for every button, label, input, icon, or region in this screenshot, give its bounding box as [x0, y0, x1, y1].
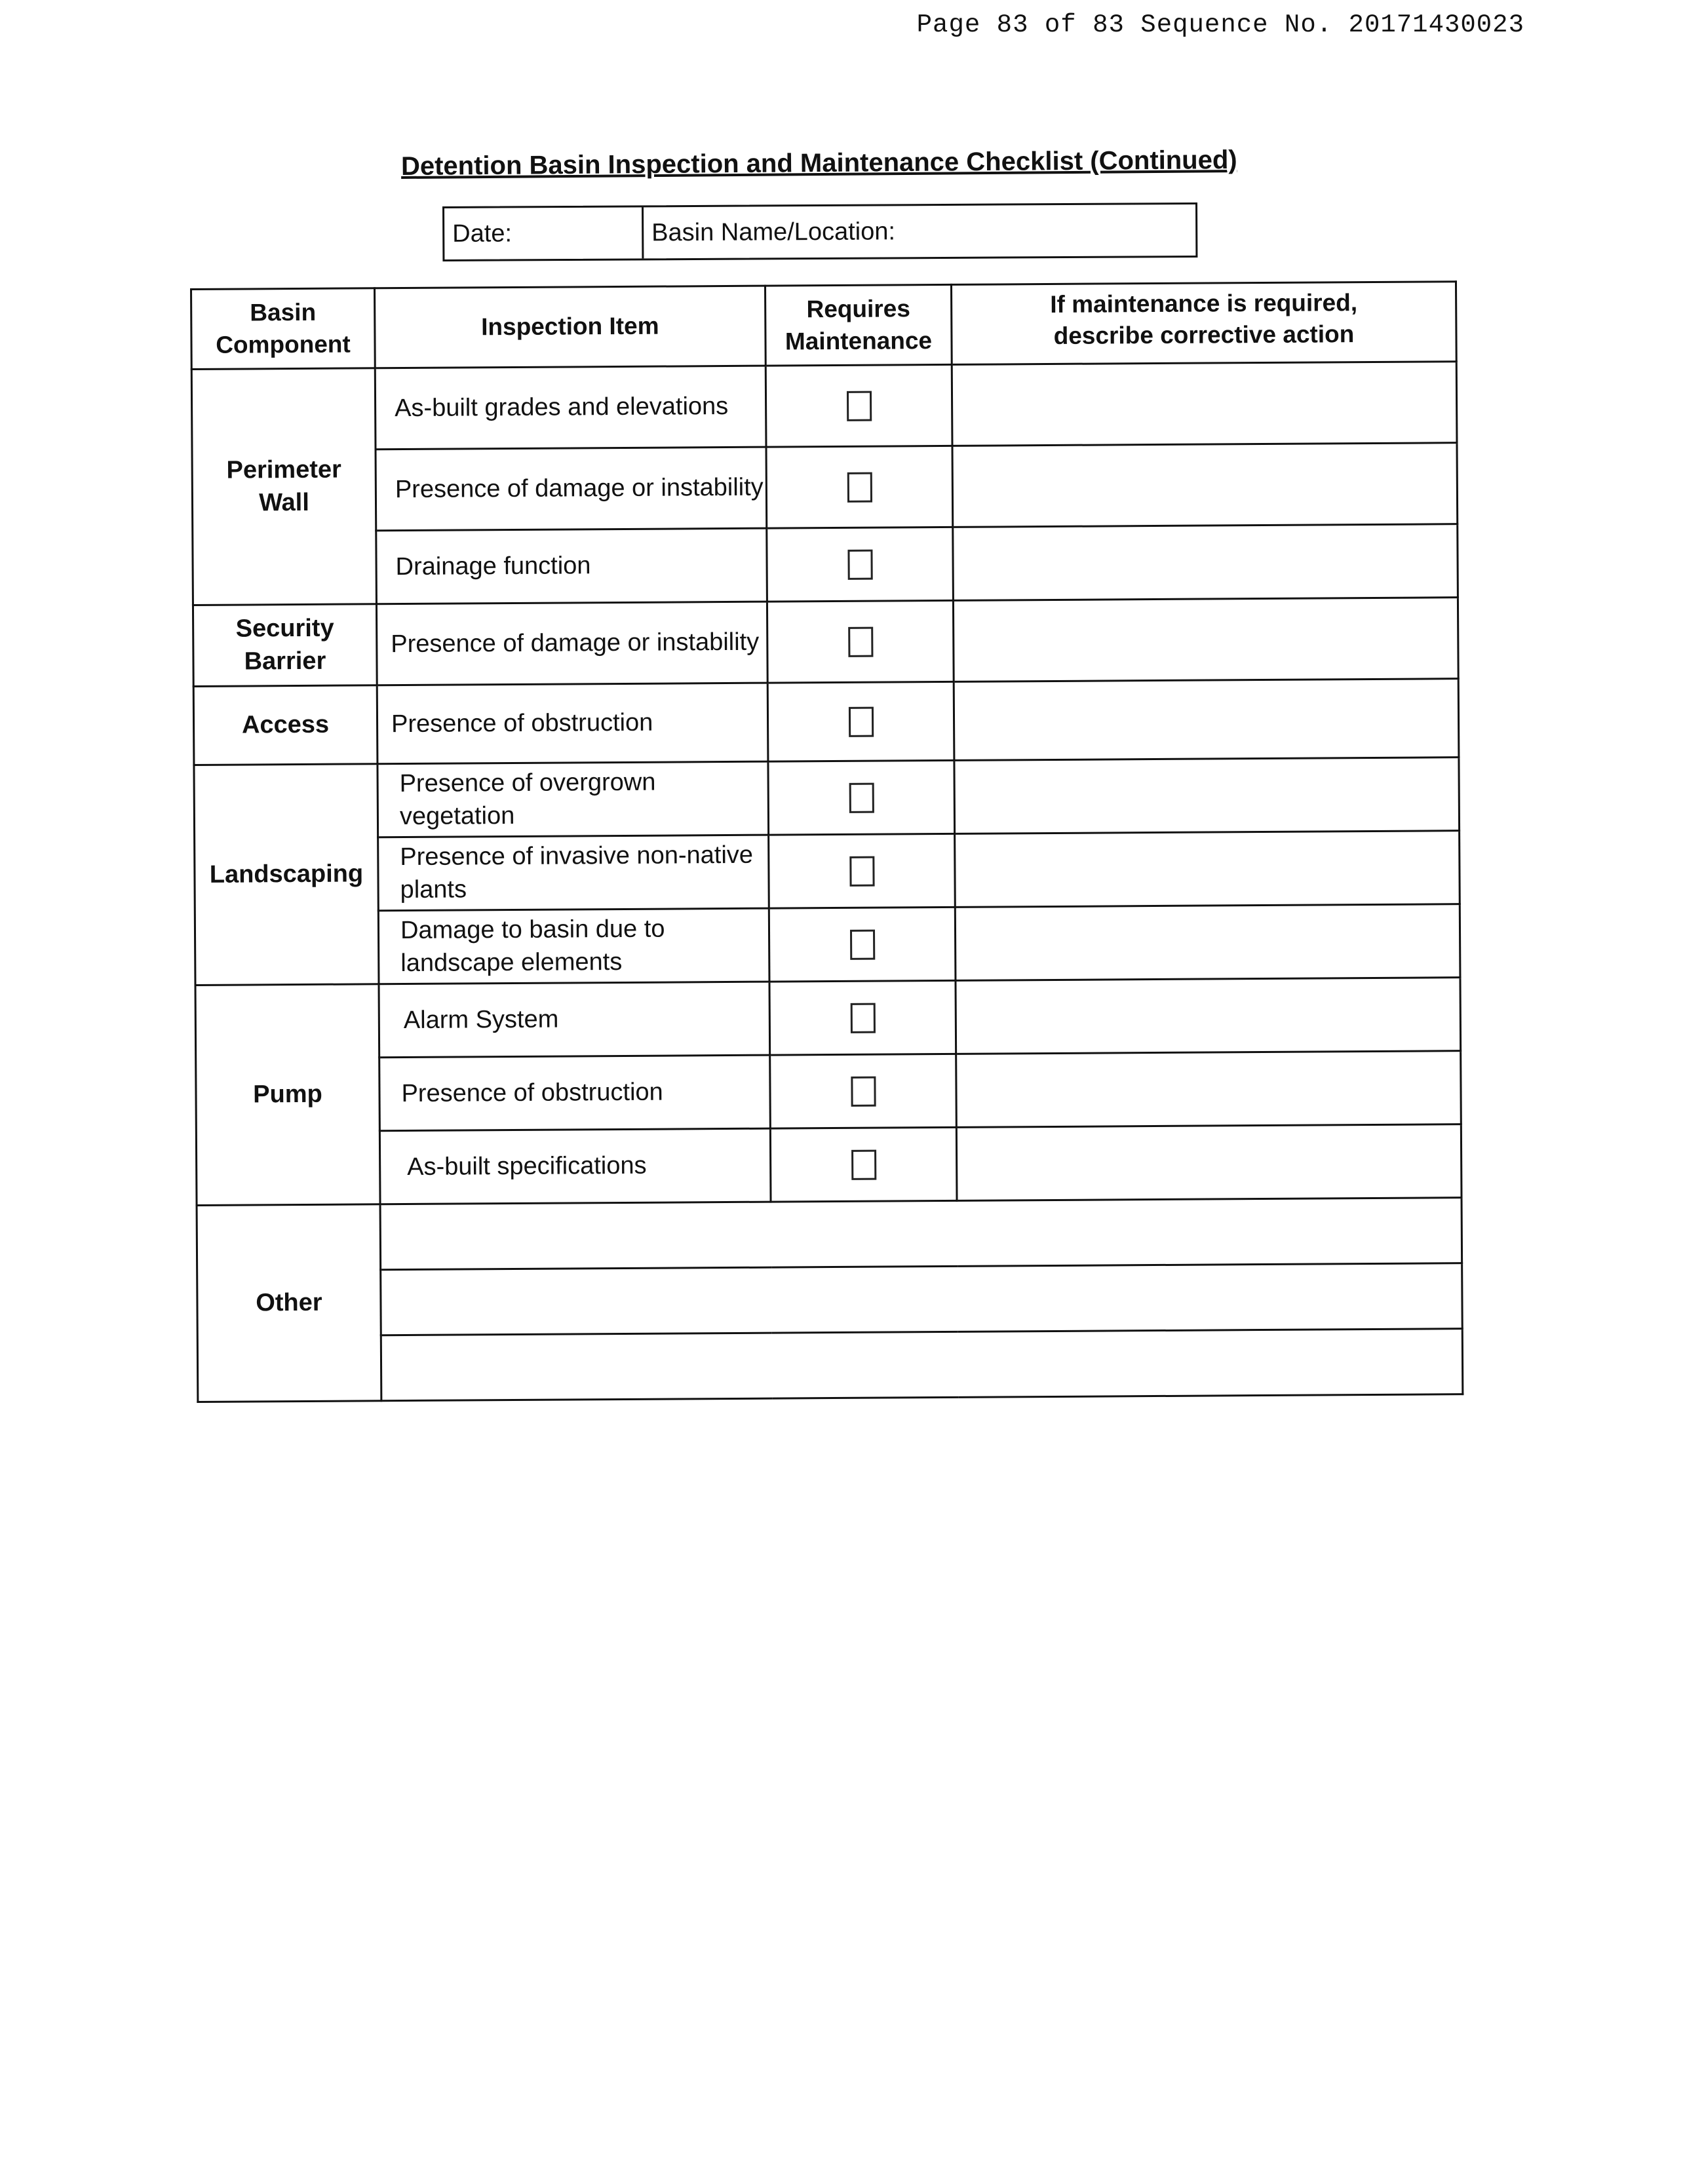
table-row: [195, 904, 1460, 986]
maintenance-checkbox-cell: [767, 527, 954, 602]
maintenance-checkbox-cell: [769, 980, 956, 1055]
corrective-action-field[interactable]: [955, 831, 1460, 908]
inspection-item: Presence of damage or instability: [376, 447, 767, 531]
table-row: [193, 524, 1458, 605]
inspection-checklist-table: [190, 280, 1463, 1403]
maintenance-checkbox-cell: [765, 364, 952, 447]
inspection-item: Presence of obstruction: [377, 683, 768, 764]
corrective-action-field[interactable]: [953, 598, 1458, 682]
checkbox[interactable]: [847, 549, 872, 579]
component-security-barrier: Security Barrier: [193, 604, 377, 687]
corrective-action-field[interactable]: [954, 679, 1459, 761]
table-row: [192, 443, 1458, 532]
basin-location-label: Basin Name/Location:: [651, 217, 896, 246]
maintenance-checkbox-cell: [770, 1127, 957, 1202]
maintenance-checkbox-cell: [767, 681, 954, 761]
corrective-action-field[interactable]: [954, 757, 1460, 834]
component-pump: Pump: [195, 984, 380, 1206]
page-sequence-header: Page 83 of 83 Sequence No. 20171430023: [916, 10, 1524, 39]
maintenance-checkbox-cell: [767, 600, 954, 683]
corrective-action-field[interactable]: [956, 1124, 1462, 1201]
date-field[interactable]: [444, 207, 644, 259]
corrective-action-field[interactable]: [956, 978, 1461, 1054]
header-basin-component: Basin Component: [191, 288, 376, 370]
checkbox[interactable]: [850, 1003, 875, 1033]
table-row: [197, 1329, 1463, 1402]
table-row: [194, 757, 1460, 839]
other-blank-line[interactable]: [381, 1329, 1463, 1401]
checkbox[interactable]: [849, 782, 874, 813]
date-label: Date:: [452, 219, 513, 248]
maintenance-checkbox-cell: [769, 907, 956, 982]
inspection-item: As-built specifications: [379, 1128, 771, 1204]
table-row: [196, 1124, 1462, 1206]
inspection-item: Damage to basin due to landscape elements: [378, 908, 769, 984]
checkbox[interactable]: [848, 626, 873, 657]
table-row: [193, 598, 1458, 687]
checkbox[interactable]: [851, 1076, 876, 1106]
inspection-item: Presence of invasive non-native plants: [378, 835, 769, 911]
checklist-title: Detention Basin Inspection and Maintenance Checklist (Continued): [400, 145, 1237, 181]
table-row: [197, 1198, 1462, 1271]
inspection-item: Drainage function: [376, 528, 767, 604]
checklist-table-wrapper: [190, 280, 1462, 1403]
header-corrective-action: If maintenance is required, describe corrective action: [951, 282, 1456, 365]
component-access: Access: [193, 685, 378, 765]
corrective-action-field[interactable]: [952, 443, 1458, 527]
maintenance-checkbox-cell: [770, 1054, 957, 1128]
table-row: [196, 1051, 1462, 1132]
checkbox[interactable]: [848, 706, 873, 737]
inspection-item: As-built grades and elevations: [375, 366, 766, 450]
table-row: [195, 831, 1460, 912]
checkbox[interactable]: [849, 929, 874, 959]
checkbox[interactable]: [846, 391, 871, 421]
date-location-box: [442, 202, 1197, 261]
component-other: Other: [197, 1204, 381, 1402]
corrective-action-field[interactable]: [953, 524, 1458, 601]
table-row: [197, 1263, 1463, 1337]
inspection-item: Alarm System: [379, 982, 770, 1058]
component-perimeter-wall: Perimeter Wall: [191, 368, 376, 605]
table-row: [193, 679, 1459, 765]
corrective-action-field[interactable]: [955, 904, 1460, 981]
maintenance-checkbox-cell: [768, 760, 955, 835]
other-blank-line[interactable]: [381, 1263, 1463, 1335]
inspection-item: Presence of obstruction: [379, 1055, 771, 1131]
table-row: [195, 978, 1461, 1059]
checkbox[interactable]: [847, 472, 872, 502]
component-landscaping: Landscaping: [194, 764, 379, 986]
maintenance-checkbox-cell: [769, 833, 956, 908]
corrective-action-field[interactable]: [952, 362, 1457, 446]
table-row: [191, 362, 1457, 451]
header-requires-maintenance: Requires Maintenance: [765, 284, 952, 366]
basin-location-field[interactable]: [644, 204, 1195, 258]
checkbox[interactable]: [849, 856, 874, 886]
other-blank-line[interactable]: [380, 1198, 1462, 1270]
header-inspection-item: Inspection Item: [375, 286, 766, 368]
inspection-item: Presence of overgrown vegetation: [378, 761, 769, 837]
maintenance-checkbox-cell: [766, 446, 953, 528]
corrective-action-field[interactable]: [956, 1051, 1462, 1128]
checkbox[interactable]: [851, 1149, 876, 1179]
inspection-item: Presence of damage or instability: [376, 602, 767, 685]
